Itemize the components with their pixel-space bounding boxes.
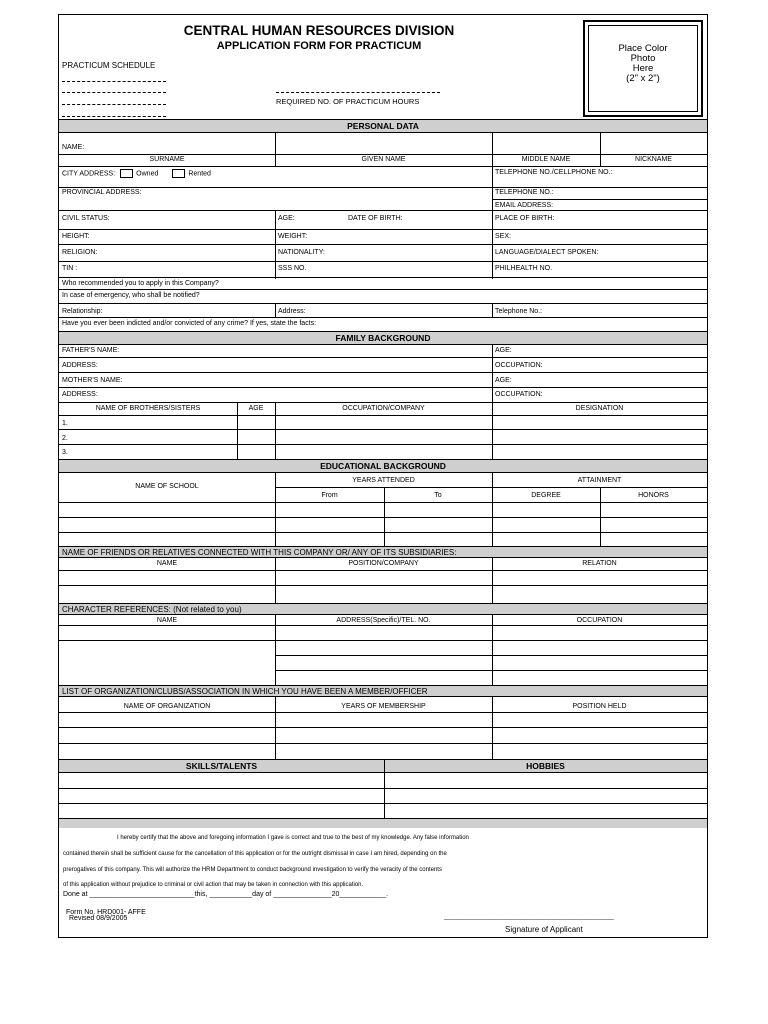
form-title: APPLICATION FORM FOR PRACTICUM	[216, 40, 422, 52]
hours-line[interactable]	[276, 92, 440, 93]
revised-date: Revised 08/9/2005	[69, 915, 128, 922]
mother-name-label: MOTHER'S NAME:	[62, 377, 123, 384]
to-column-header: To	[434, 492, 442, 499]
references-address-header: ADDRESS(Specific)/TEL. NO.	[336, 617, 431, 624]
height-label: HEIGHT:	[62, 233, 90, 240]
mother-address-label: ADDRESS:	[62, 391, 98, 398]
school-column-header: NAME OF SCHOOL	[135, 483, 199, 490]
friends-name-header: NAME	[156, 560, 178, 567]
telephone-label: TELEPHONE NO.:	[495, 189, 554, 196]
division-title: CENTRAL HUMAN RESOURCES DIVISION	[183, 23, 455, 38]
nickname-label: NICKNAME	[635, 156, 672, 163]
emergency-telephone-label: Telephone No.:	[495, 308, 543, 315]
from-column-header: From	[321, 492, 338, 499]
provincial-address-label: PROVINCIAL ADDRESS:	[62, 189, 142, 196]
application-form	[58, 14, 708, 938]
mother-occupation-label: OCCUPATION:	[495, 391, 543, 398]
designation-column-header: DESIGNATION	[575, 405, 624, 412]
surname-label: SURNAME	[149, 156, 185, 163]
date-of-birth-label: DATE OF BIRTH:	[348, 215, 403, 222]
years-membership-header: YEARS OF MEMBERSHIP	[341, 703, 426, 710]
father-address-label: ADDRESS:	[62, 362, 98, 369]
religion-label: RELIGION:	[62, 249, 98, 256]
schedule-line-3[interactable]	[62, 104, 166, 105]
personal-data-header: PERSONAL DATA	[59, 119, 707, 133]
given-name-label: GIVEN NAME	[361, 156, 406, 163]
rented-checkbox[interactable]	[172, 169, 185, 178]
emergency-address-label: Address:	[278, 308, 306, 315]
father-occupation-label: OCCUPATION:	[495, 362, 543, 369]
email-label: EMAIL ADDRESS:	[495, 202, 554, 209]
honors-column-header: HONORS	[638, 492, 669, 499]
degree-column-header: DEGREE	[531, 492, 561, 499]
recommended-by-label: Who recommended you to apply in this Company?	[62, 280, 219, 287]
skills-label: SKILLS/TALENTS	[185, 761, 258, 771]
sibling-age-column-header: AGE	[248, 405, 264, 412]
hobbies-label: HOBBIES	[526, 761, 565, 771]
emergency-contact-label: In case of emergency, who shall be notified?	[62, 292, 200, 299]
sibling-row-1[interactable]: 1.	[62, 420, 68, 427]
certification-line-2: contained therein shall be sufficient cause for the cancellation of this application or for the outright dismissal in case I am hired, depending on the	[63, 851, 447, 857]
relationship-label: Relationship:	[62, 308, 103, 315]
form-number: Form No. HRD001- AFFE	[66, 909, 146, 916]
sex-label: SEX:	[495, 233, 511, 240]
photo-instructions: Place Color Photo Here (2" x 2")	[618, 43, 668, 84]
friends-position-header: POSITION/COMPANY	[348, 560, 419, 567]
position-held-header: POSITION HELD	[572, 703, 627, 710]
owned-checkbox[interactable]	[120, 169, 133, 178]
required-hours-label: REQUIRED NO. OF PRACTICUM HOURS	[276, 97, 420, 106]
certification-divider	[59, 818, 707, 828]
siblings-column-header: NAME OF BROTHERS/SISTERS	[95, 405, 201, 412]
certification-line-4: of this application without prejudice to criminal or civil action that may be taken in connection with this application.	[63, 882, 364, 888]
years-attended-header: YEARS ATTENDED	[352, 477, 415, 484]
signature-line[interactable]: _______________________________________________	[444, 913, 614, 920]
sibling-row-2[interactable]: 2.	[62, 435, 68, 442]
references-name-header: NAME	[156, 617, 178, 624]
middle-name-label: MIDDLE NAME	[521, 156, 571, 163]
schedule-line-2[interactable]	[62, 92, 166, 93]
references-occupation-header: OCCUPATION	[576, 617, 623, 624]
educational-background-header: EDUCATIONAL BACKGROUND	[59, 459, 707, 473]
photo-box[interactable]	[583, 20, 703, 117]
attainment-header: ATTAINMENT	[577, 477, 622, 484]
nationality-label: NATIONALITY:	[278, 249, 325, 256]
father-age-label: AGE:	[495, 347, 512, 354]
character-references-header: CHARACTER REFERENCES: (Not related to you)	[59, 603, 707, 615]
practicum-schedule-label: PRACTICUM SCHEDULE	[62, 61, 156, 70]
convicted-question: Have you ever been indicted and/or convicted of any crime? If yes, state the facts:	[62, 320, 317, 327]
signature-label: Signature of Applicant	[505, 925, 583, 934]
certification-line-3: prerogatives of this company. This will authorize the HRM Department to conduct background investigation to verify the veracity of the contents	[63, 867, 442, 873]
done-at-line[interactable]: Done at ___________________________this, ___________day of _______________20____________.	[63, 891, 389, 898]
place-of-birth-label: PLACE OF BIRTH:	[495, 215, 555, 222]
schedule-line-4[interactable]	[62, 116, 166, 117]
tin-label: TIN :	[62, 265, 78, 272]
schedule-line-1[interactable]	[62, 81, 166, 82]
organization-name-header: NAME OF ORGANIZATION	[123, 703, 211, 710]
sibling-row-3[interactable]: 3.	[62, 449, 68, 456]
friends-relation-header: RELATION	[582, 560, 617, 567]
civil-status-label: CIVIL STATUS:	[62, 215, 110, 222]
city-address-label: CITY ADDRESS: Owned Rented	[62, 170, 211, 178]
telephone-cell-label: TELEPHONE NO./CELLPHONE NO.:	[495, 169, 613, 176]
mother-age-label: AGE:	[495, 377, 512, 384]
organizations-header: LIST OF ORGANIZATION/CLUBS/ASSOCIATION IN WHICH YOU HAVE BEEN A MEMBER/OFFICER	[59, 685, 707, 697]
sibling-occupation-column-header: OCCUPATION/COMPANY	[342, 405, 425, 412]
family-background-header: FAMILY BACKGROUND	[59, 331, 707, 345]
father-name-label: FATHER'S NAME:	[62, 347, 120, 354]
friends-relatives-header: NAME OF FRIENDS OR RELATIVES CONNECTED WITH THIS COMPANY OR/ ANY OF ITS SUBSIDIARIES:	[59, 546, 707, 558]
skills-hobbies-header	[59, 759, 707, 773]
certification-line-1: I hereby certify that the above and foregoing information I gave is correct and true to the best of my knowledge. Any false information	[117, 835, 469, 841]
philhealth-label: PHILHEALTH NO.	[495, 265, 553, 272]
language-label: LANGUAGE/DIALECT SPOKEN:	[495, 249, 599, 256]
age-label: AGE:	[278, 215, 295, 222]
sss-label: SSS NO.	[278, 265, 307, 272]
weight-label: WEIGHT:	[278, 233, 308, 240]
name-label: NAME:	[62, 144, 85, 151]
